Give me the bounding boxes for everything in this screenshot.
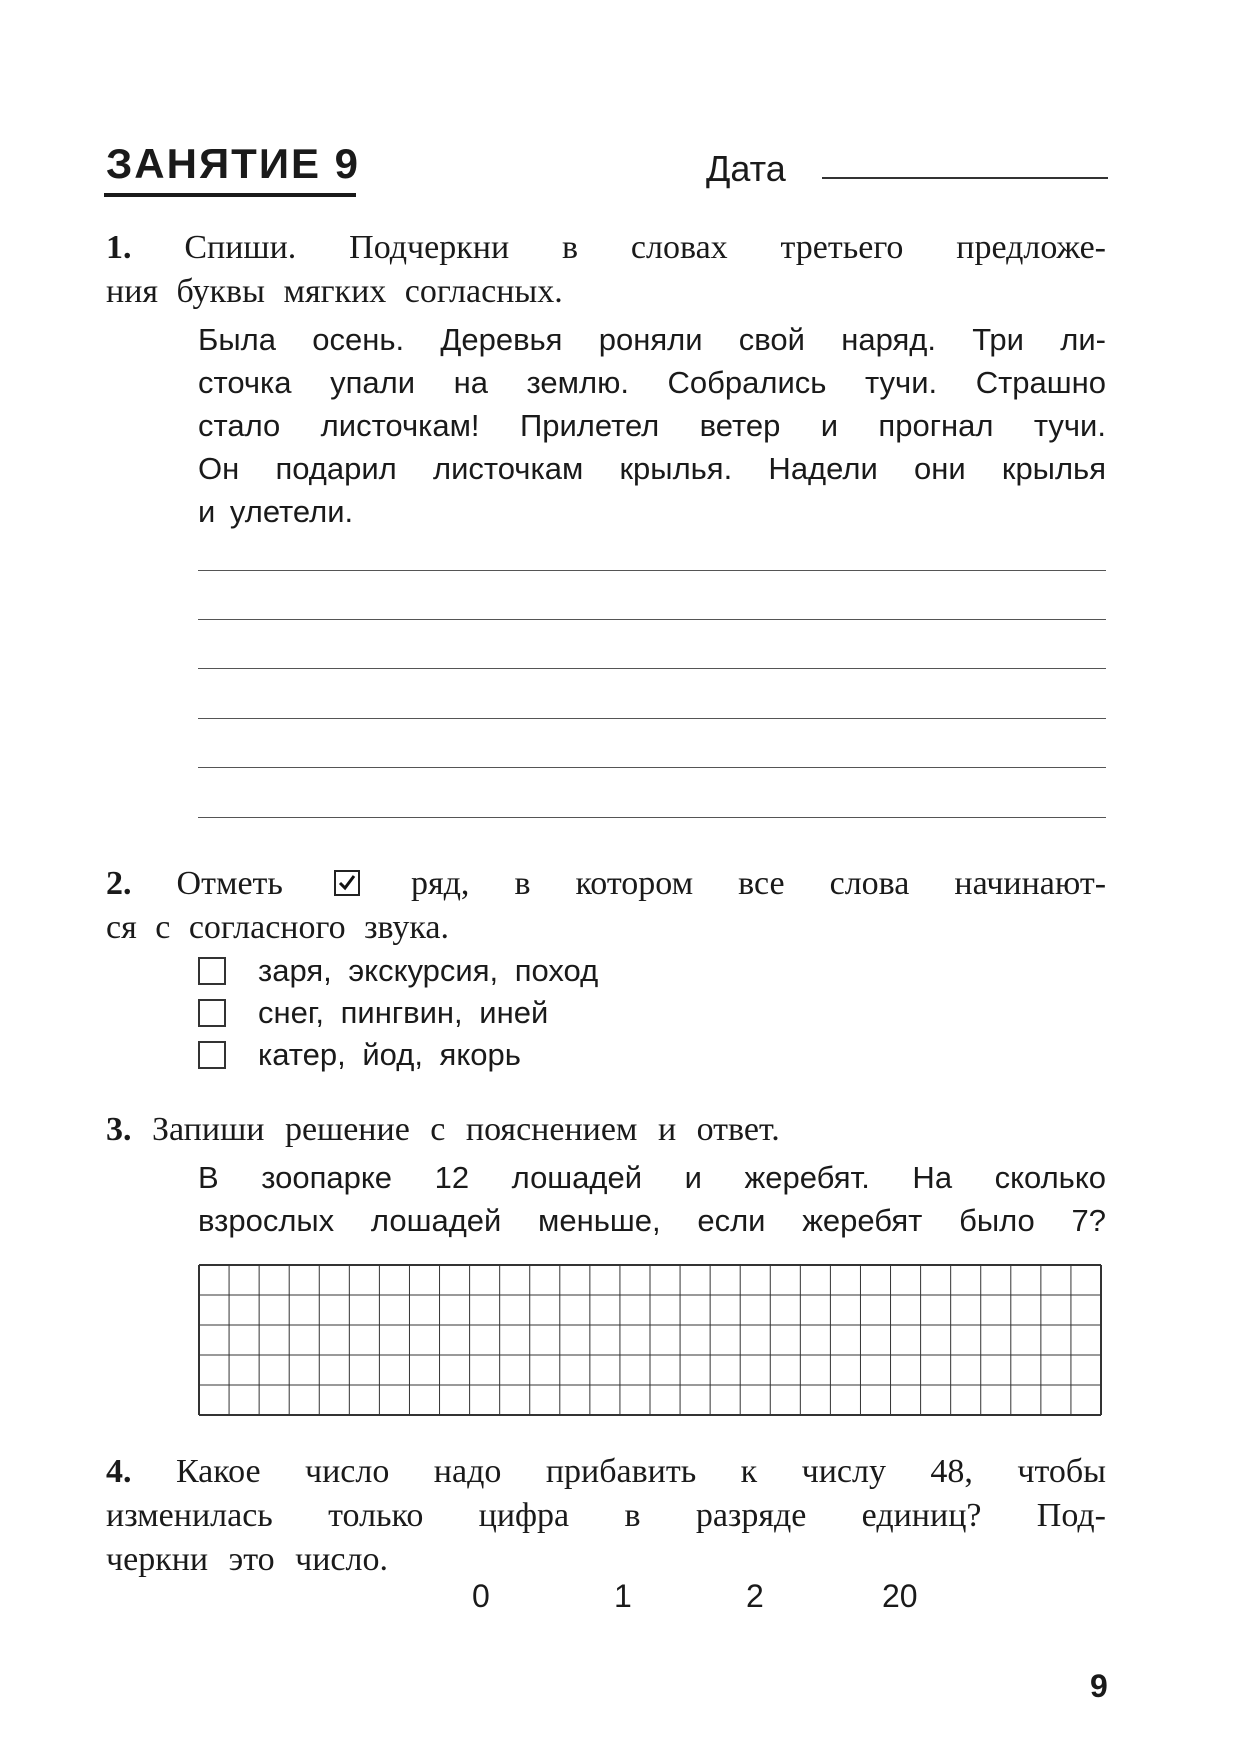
task2-instruction-line2: ся с согласного звука. [106, 909, 449, 946]
task1-number: 1. [106, 229, 132, 266]
number-choice[interactable]: 2 [746, 1578, 764, 1614]
option-checkbox[interactable] [198, 1041, 226, 1069]
checked-box-icon [334, 870, 360, 896]
answer-grid[interactable] [198, 1264, 1102, 1416]
number-choices [470, 1578, 950, 1624]
task1-text [198, 318, 1106, 533]
task2-instruction-after: ряд, в котором все слова начинают- [410, 865, 1107, 902]
lesson-title: ЗАНЯТИЕ 9 [106, 140, 361, 187]
task4-line3: черкни это число. [106, 1541, 388, 1578]
date-label: Дата [706, 148, 786, 189]
task1-text-line: стало листочкам! Прилетел ветер и прогнал тучи. [198, 408, 1106, 443]
option-row[interactable] [198, 992, 548, 1034]
task1-instruction-line2: ния буквы мягких согласных. [106, 273, 563, 310]
task3-problem [198, 1156, 1106, 1242]
number-choice[interactable]: 20 [882, 1578, 918, 1614]
task3-instruction-text: Запиши решение с пояснением и ответ. [152, 1111, 780, 1148]
task1-text-line: сточка упали на землю. Собрались тучи. Страшно [198, 365, 1106, 400]
writing-line[interactable] [198, 668, 1106, 669]
task1-text-line: Он подарил листочкам крылья. Надели они крылья [198, 451, 1106, 486]
writing-line[interactable] [198, 767, 1106, 768]
task3-problem-line1: В зоопарке 12 лошадей и жеребят. На сколько [198, 1160, 1106, 1195]
title-underline [104, 193, 356, 197]
task1-text-line: Была осень. Деревья роняли свой наряд. Три ли- [198, 322, 1106, 357]
page-number: 9 [1090, 1668, 1108, 1704]
task3-problem-line2: взрослых лошадей меньше, если жеребят было 7? [198, 1203, 1106, 1238]
task2-instruction [106, 862, 1106, 950]
option-label: катер, йод, якорь [258, 1037, 521, 1072]
task4-line1: Какое число надо прибавить к числу 48, чтобы [175, 1453, 1107, 1490]
number-choice[interactable]: 0 [472, 1578, 490, 1614]
task2-number: 2. [106, 865, 132, 902]
task4-number: 4. [106, 1453, 132, 1490]
option-checkbox[interactable] [198, 999, 226, 1027]
option-row[interactable] [198, 950, 598, 992]
number-choice[interactable]: 1 [614, 1578, 632, 1614]
task2-instruction-before: Отметь [176, 865, 283, 902]
task4-instruction [106, 1450, 1106, 1582]
task4-line2: изменилась только цифра в разряде единиц? Под- [106, 1497, 1106, 1534]
writing-line[interactable] [198, 619, 1106, 620]
date-input-line[interactable] [822, 177, 1108, 179]
task1-instruction [106, 226, 1106, 314]
option-label: заря, экскурсия, поход [258, 953, 599, 988]
task1-text-line: и улетели. [198, 494, 354, 529]
task3-number: 3. [106, 1111, 132, 1148]
writing-line[interactable] [198, 718, 1106, 719]
option-row[interactable] [198, 1034, 521, 1076]
option-checkbox[interactable] [198, 957, 226, 985]
task1-instruction-line1: Спиши. Подчеркни в словах третьего предложе- [184, 229, 1106, 266]
task3-instruction [106, 1108, 1106, 1152]
writing-line[interactable] [198, 570, 1106, 571]
option-label: снег, пингвин, иней [258, 995, 549, 1030]
writing-line[interactable] [198, 817, 1106, 818]
